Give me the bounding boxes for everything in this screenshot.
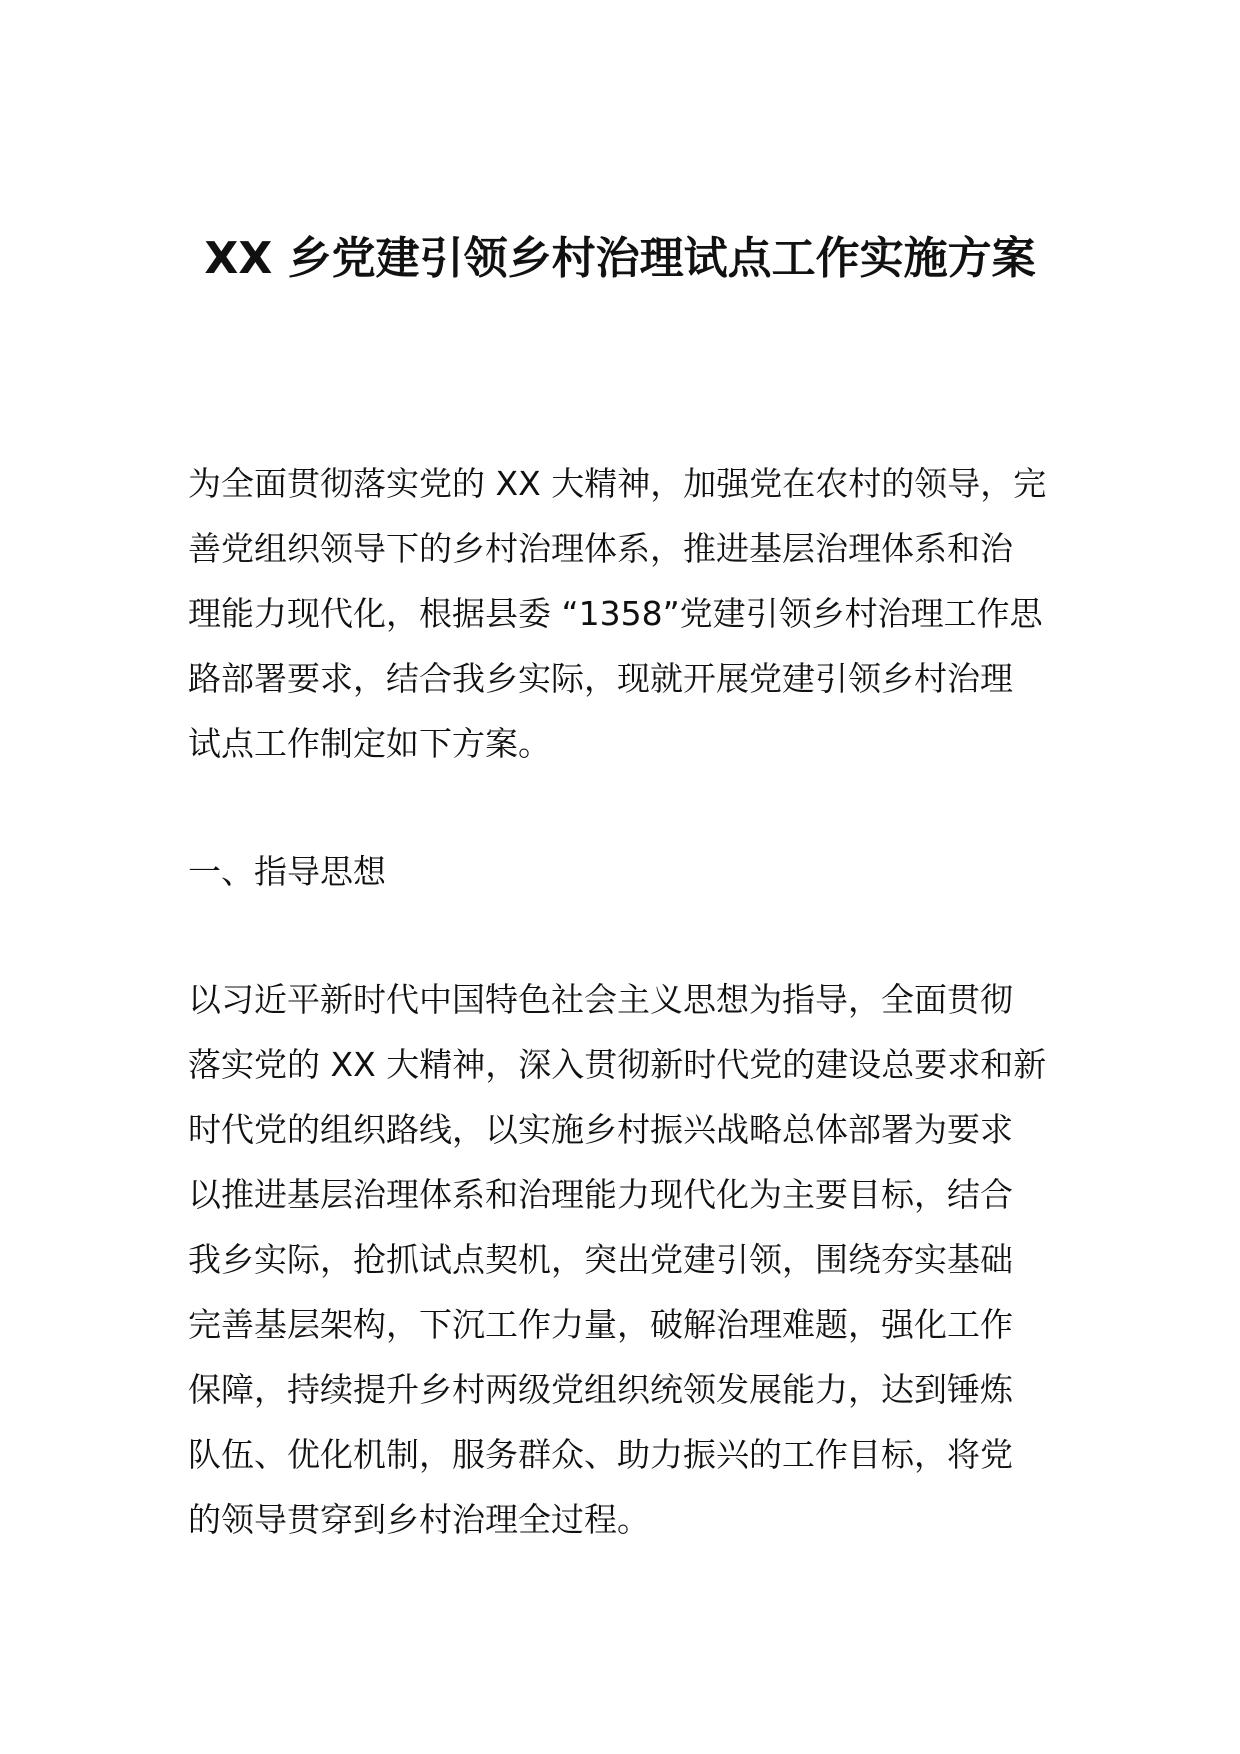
paragraph-line: 队伍、优化机制，服务群众、助力振兴的工作目标，将党 [188,1435,1013,1474]
document-title: XX 乡党建引领乡村治理试点工作实施方案 [204,233,1036,285]
paragraph-line: 保障，持续提升乡村两级党组织统领发展能力，达到锤炼 [188,1370,1013,1409]
paragraph-line: 路部署要求，结合我乡实际，现就开展党建引领乡村治理 [188,659,1013,698]
paragraph-line: 以习近平新时代中国特色社会主义思想为指导，全面贯彻 [188,980,1013,1019]
paragraph-line: 善党组织领导下的乡村治理体系，推进基层治理体系和治 [188,529,1013,568]
section-heading-text: 一、指导思想 [188,852,386,891]
paragraph-line: 完善基层架构，下沉工作力量，破解治理难题，强化工作 [188,1305,1013,1344]
paragraph-line: 落实党的 XX 大精神，深入贯彻新时代党的建设总要求和新 [188,1045,1047,1084]
section-heading [188,839,1060,904]
paragraph-line: 的领导贯穿到乡村治理全过程。 [188,1500,650,1539]
paragraph-line: 以推进基层治理体系和治理能力现代化为主要目标，结合 [188,1175,1013,1214]
paragraph-line: 我乡实际，抢抓试点契机，突出党建引领，围绕夯实基础 [188,1240,1013,1279]
paragraph-line: 时代党的组织路线，以实施乡村振兴战略总体部署为要求 [188,1110,1013,1149]
paragraph-line: 理能力现代化，根据县委 “1358”党建引领乡村治理工作思 [188,594,1043,633]
paragraph-line: 为全面贯彻落实党的 XX 大精神，加强党在农村的领导，完 [188,464,1047,503]
paragraph-line: 试点工作制定如下方案。 [188,724,551,763]
section-paragraph [188,967,1060,1552]
intro-paragraph [188,451,1060,776]
